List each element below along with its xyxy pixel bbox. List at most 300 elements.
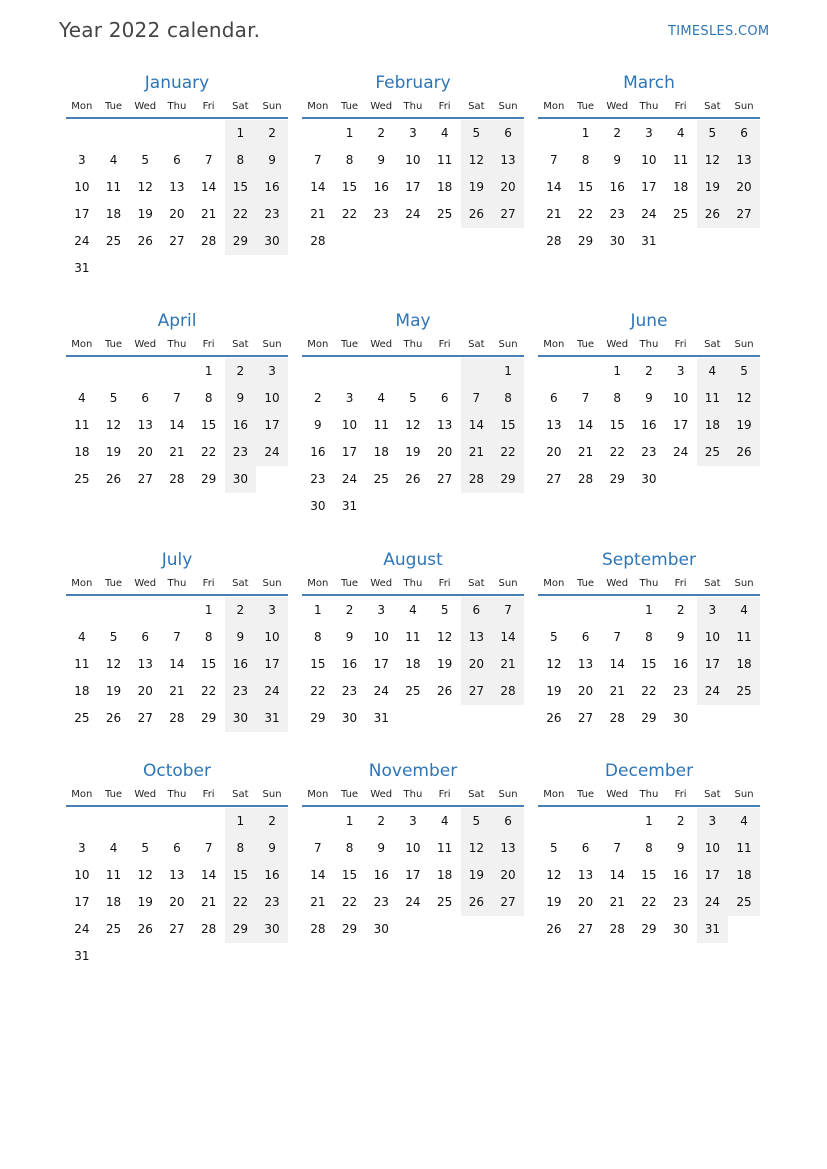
weekday-label: Sun [262,578,282,589]
weekday-label: Fri [674,789,687,800]
day-cell: 21 [609,684,625,698]
weekday-label: Mon [71,339,93,350]
weekday-label: Mon [543,789,565,800]
day-cell: 5 [141,841,150,855]
day-cell: 3 [377,603,386,617]
weekday-label: Thu [639,339,659,350]
day-cell: 15 [201,657,217,671]
header-divider [302,594,524,596]
weekday-label: Thu [403,101,423,112]
day-cell: 19 [405,445,421,459]
day-cell: 30 [256,228,288,255]
header-divider [66,594,288,596]
day-cell: 26 [461,889,493,916]
day-cell: 25 [105,922,122,936]
day-cell: 29 [341,922,358,936]
day-cell: 31 [74,949,90,963]
day-cell: 16 [373,180,389,194]
day-cell: 10 [405,153,421,167]
day-cell: 7 [314,153,322,167]
day-cell: 18 [105,895,122,909]
day-cell: 21 [577,445,594,459]
header-divider [538,805,760,807]
day-cell: 28 [546,234,562,248]
day-cell: 27 [437,472,453,486]
day-cell: 12 [546,868,562,882]
day-cell: 2 [345,603,354,617]
day-cell: 9 [613,153,622,167]
weekday-header [302,789,524,803]
weekday-label: Mon [71,789,93,800]
day-cell: 18 [405,657,421,671]
weekday-label: Fri [438,578,451,589]
day-cell: 18 [697,412,729,439]
weekday-label: Fri [438,101,451,112]
day-cell: 24 [256,439,288,466]
weekday-label: Mon [307,578,329,589]
weekday-label: Sat [468,789,485,800]
day-cell: 12 [105,657,122,671]
day-cell: 14 [310,180,326,194]
day-cell: 17 [256,651,288,678]
day-cell: 21 [492,651,524,678]
day-cell: 30 [609,234,625,248]
day-cell: 4 [676,126,685,140]
day-cell: 26 [137,234,153,248]
weekday-label: Wed [606,578,629,589]
weekday-label: Tue [576,578,595,589]
day-cell: 31 [373,711,389,725]
weekday-header [302,339,524,353]
day-cell: 19 [461,174,493,201]
day-cell: 6 [550,391,558,405]
day-cell: 29 [201,711,217,725]
day-cell: 28 [201,234,217,248]
day-cell: 6 [440,391,449,405]
day-cell: 30 [673,922,689,936]
weekday-header [538,789,760,803]
weekday-label: Wed [134,789,157,800]
day-cell: 8 [645,630,653,644]
day-cell: 16 [341,657,358,671]
weekday-label: Mon [71,578,93,589]
weekday-label: Mon [307,339,329,350]
day-cell: 25 [74,472,90,486]
weekday-label: Sat [704,101,721,112]
day-cell: 18 [728,651,760,678]
day-cell: 6 [581,630,590,644]
day-cell: 5 [109,630,118,644]
day-cell: 1 [204,364,213,378]
day-cell: 12 [546,657,562,671]
day-cell: 3 [78,153,86,167]
day-cell: 1 [225,120,257,147]
day-cell: 22 [310,684,326,698]
weekday-label: Tue [104,789,123,800]
day-cell: 25 [728,889,760,916]
day-cell: 23 [673,895,689,909]
day-cell: 31 [341,499,358,513]
site-link[interactable]: TIMESLES.COM [668,24,770,39]
day-cell: 5 [409,391,417,405]
day-cell: 26 [461,201,493,228]
day-cell: 3 [697,597,729,624]
weekday-label: Sat [704,789,721,800]
day-cell: 22 [225,889,257,916]
day-cell: 19 [437,657,453,671]
day-cell: 13 [169,180,185,194]
weekday-label: Sun [498,339,518,350]
weekday-label: Sat [704,578,721,589]
header-divider [538,355,760,357]
day-cell: 16 [673,657,689,671]
day-cell: 1 [345,814,354,828]
weekday-label: Wed [370,578,393,589]
weekday-header [538,578,760,592]
day-cell: 22 [341,207,358,221]
day-cell: 29 [201,472,217,486]
day-cell: 24 [373,684,389,698]
weekday-header [538,339,760,353]
month-name: August [383,550,443,570]
weekday-label: Sun [498,789,518,800]
day-cell: 15 [201,418,217,432]
day-cell: 21 [546,207,562,221]
day-cell: 13 [169,868,185,882]
day-cell: 28 [169,711,185,725]
day-cell: 9 [377,841,386,855]
day-cell: 27 [137,711,153,725]
day-cell: 2 [613,126,622,140]
day-cell: 3 [697,808,729,835]
day-cell: 18 [728,862,760,889]
day-cell: 15 [341,868,358,882]
day-cell: 13 [492,835,524,862]
day-cell: 17 [697,651,729,678]
weekday-header [66,339,288,353]
day-cell: 23 [310,472,326,486]
day-cell: 4 [697,358,729,385]
day-cell: 20 [577,895,594,909]
day-cell: 9 [256,835,288,862]
day-cell: 6 [581,841,590,855]
day-cell: 17 [74,895,90,909]
day-cell: 9 [225,385,257,412]
day-cell: 23 [225,678,257,705]
day-cell: 31 [256,705,288,732]
weekday-label: Tue [340,101,359,112]
day-cell: 25 [405,684,421,698]
weekday-label: Tue [576,789,595,800]
day-cell: 4 [409,603,417,617]
day-cell: 11 [405,630,421,644]
day-cell: 29 [492,466,524,493]
day-cell: 16 [310,445,326,459]
day-cell: 5 [697,120,729,147]
day-cell: 4 [109,153,118,167]
month-name: October [142,761,212,781]
day-cell: 9 [345,630,354,644]
day-cell: 7 [550,153,558,167]
day-cell: 1 [345,126,354,140]
day-cell: 4 [440,814,449,828]
weekday-label: Wed [134,578,157,589]
day-cell: 26 [405,472,421,486]
day-cell: 7 [581,391,590,405]
day-cell: 6 [492,120,524,147]
day-cell: 17 [673,418,689,432]
day-cell: 25 [437,895,453,909]
day-cell: 3 [409,126,417,140]
day-cell: 28 [310,922,326,936]
day-cell: 8 [204,630,213,644]
day-cell: 22 [641,684,657,698]
day-cell: 8 [581,153,590,167]
day-cell: 1 [645,603,653,617]
header-divider [302,117,524,119]
day-cell: 24 [256,678,288,705]
day-cell: 23 [341,684,358,698]
day-cell: 27 [492,201,524,228]
day-cell: 8 [345,841,354,855]
day-cell: 18 [437,180,453,194]
day-cell: 2 [377,126,386,140]
weekday-label: Fri [202,578,215,589]
day-cell: 22 [609,445,625,459]
weekday-label: Tue [104,101,123,112]
day-cell: 2 [676,603,685,617]
day-cell: 4 [78,391,86,405]
day-cell: 3 [256,358,288,385]
weekday-label: Sun [734,789,754,800]
day-cell: 2 [314,391,322,405]
day-cell: 14 [609,657,625,671]
day-cell: 23 [373,895,389,909]
day-cell: 27 [169,234,185,248]
day-cell: 26 [105,711,122,725]
weekday-label: Wed [606,101,629,112]
day-cell: 14 [169,657,185,671]
weekday-label: Tue [576,339,595,350]
day-cell: 2 [256,808,288,835]
weekday-label: Wed [370,101,393,112]
day-cell: 13 [577,657,594,671]
day-cell: 2 [645,364,653,378]
weekday-label: Fri [674,339,687,350]
day-cell: 26 [728,439,760,466]
day-cell: 30 [310,499,326,513]
day-cell: 30 [225,705,257,732]
day-cell: 8 [225,147,257,174]
day-cell: 7 [461,385,493,412]
day-cell: 30 [256,916,288,943]
day-cell: 17 [697,862,729,889]
day-cell: 22 [225,201,257,228]
day-cell: 16 [373,868,389,882]
day-cell: 20 [546,445,562,459]
weekday-label: Thu [639,101,659,112]
day-cell: 23 [256,889,288,916]
day-cell: 11 [74,657,90,671]
header-divider [66,355,288,357]
day-cell: 7 [173,630,181,644]
day-cell: 1 [645,814,653,828]
day-cell: 20 [137,445,153,459]
month-name: January [144,73,210,93]
day-cell: 24 [405,895,421,909]
day-cell: 11 [697,385,729,412]
day-cell: 12 [728,385,760,412]
day-cell: 13 [137,418,153,432]
weekday-label: Tue [340,578,359,589]
day-cell: 8 [492,385,524,412]
day-cell: 22 [492,439,524,466]
day-cell: 16 [609,180,625,194]
day-cell: 20 [492,174,524,201]
weekday-label: Sun [262,789,282,800]
weekday-label: Thu [403,339,423,350]
day-cell: 13 [437,418,453,432]
day-cell: 10 [641,153,657,167]
weekday-label: Sun [262,339,282,350]
day-cell: 20 [437,445,453,459]
day-cell: 14 [201,180,217,194]
day-cell: 11 [373,418,389,432]
day-cell: 24 [641,207,657,221]
day-cell: 3 [78,841,86,855]
day-cell: 22 [341,895,358,909]
day-cell: 26 [137,922,153,936]
day-cell: 14 [310,868,326,882]
day-cell: 4 [109,841,118,855]
day-cell: 21 [169,684,185,698]
day-cell: 1 [492,358,524,385]
day-cell: 27 [546,472,562,486]
day-cell: 22 [201,445,217,459]
day-cell: 28 [201,922,217,936]
day-cell: 26 [697,201,729,228]
weekday-label: Wed [606,789,629,800]
day-cell: 27 [728,201,760,228]
day-cell: 15 [641,868,657,882]
weekday-label: Tue [340,789,359,800]
header-divider [538,594,760,596]
day-cell: 23 [673,684,689,698]
day-cell: 2 [225,358,257,385]
day-cell: 11 [74,418,90,432]
day-cell: 1 [225,808,257,835]
day-cell: 10 [697,835,729,862]
day-cell: 24 [405,207,421,221]
day-cell: 27 [461,678,493,705]
weekday-header [66,578,288,592]
weekday-label: Tue [104,578,123,589]
day-cell: 6 [141,391,150,405]
weekday-label: Sat [232,789,249,800]
day-cell: 20 [169,207,185,221]
weekday-label: Thu [639,789,659,800]
weekday-label: Mon [307,101,329,112]
weekday-header [66,789,288,803]
day-cell: 23 [373,207,389,221]
day-cell: 10 [673,391,689,405]
day-cell: 20 [728,174,760,201]
weekday-label: Thu [403,789,423,800]
day-cell: 15 [225,862,257,889]
day-cell: 9 [676,841,685,855]
day-cell: 26 [546,922,562,936]
month-name: April [157,311,197,331]
day-cell: 18 [673,180,689,194]
weekday-label: Wed [134,339,157,350]
day-cell: 17 [74,207,90,221]
day-cell: 4 [78,630,86,644]
day-cell: 18 [437,868,453,882]
day-cell: 24 [673,445,689,459]
day-cell: 3 [256,597,288,624]
day-cell: 2 [676,814,685,828]
day-cell: 15 [225,174,257,201]
day-cell: 9 [314,418,322,432]
day-cell: 6 [492,808,524,835]
day-cell: 20 [169,895,185,909]
day-cell: 24 [697,678,729,705]
weekday-label: Mon [543,578,565,589]
weekday-label: Fri [438,789,451,800]
weekday-label: Sat [232,339,249,350]
month-name: July [161,550,193,570]
day-cell: 10 [373,630,389,644]
day-cell: 9 [225,624,257,651]
day-cell: 29 [641,922,657,936]
day-cell: 19 [697,174,729,201]
weekday-label: Sun [734,339,754,350]
day-cell: 1 [613,364,622,378]
day-cell: 17 [641,180,657,194]
day-cell: 5 [141,153,150,167]
day-cell: 29 [310,711,326,725]
weekday-label: Mon [71,101,93,112]
day-cell: 27 [577,922,594,936]
day-cell: 24 [697,889,729,916]
day-cell: 23 [641,445,657,459]
day-cell: 29 [609,472,625,486]
day-cell: 6 [173,841,181,855]
day-cell: 22 [641,895,657,909]
day-cell: 11 [105,868,122,882]
day-cell: 13 [492,147,524,174]
day-cell: 6 [173,153,181,167]
weekday-label: Thu [639,578,659,589]
day-cell: 4 [728,808,760,835]
day-cell: 13 [137,657,153,671]
day-cell: 7 [204,841,213,855]
weekday-label: Fri [202,789,215,800]
day-cell: 8 [613,391,622,405]
day-cell: 11 [105,180,122,194]
day-cell: 21 [310,207,326,221]
day-cell: 11 [437,841,453,855]
day-cell: 20 [492,862,524,889]
day-cell: 16 [225,412,257,439]
weekday-label: Fri [674,578,687,589]
day-cell: 11 [728,624,760,651]
weekday-header [302,101,524,115]
day-cell: 28 [609,922,625,936]
day-cell: 28 [609,711,625,725]
weekday-label: Sat [468,578,485,589]
weekday-label: Sun [498,101,518,112]
